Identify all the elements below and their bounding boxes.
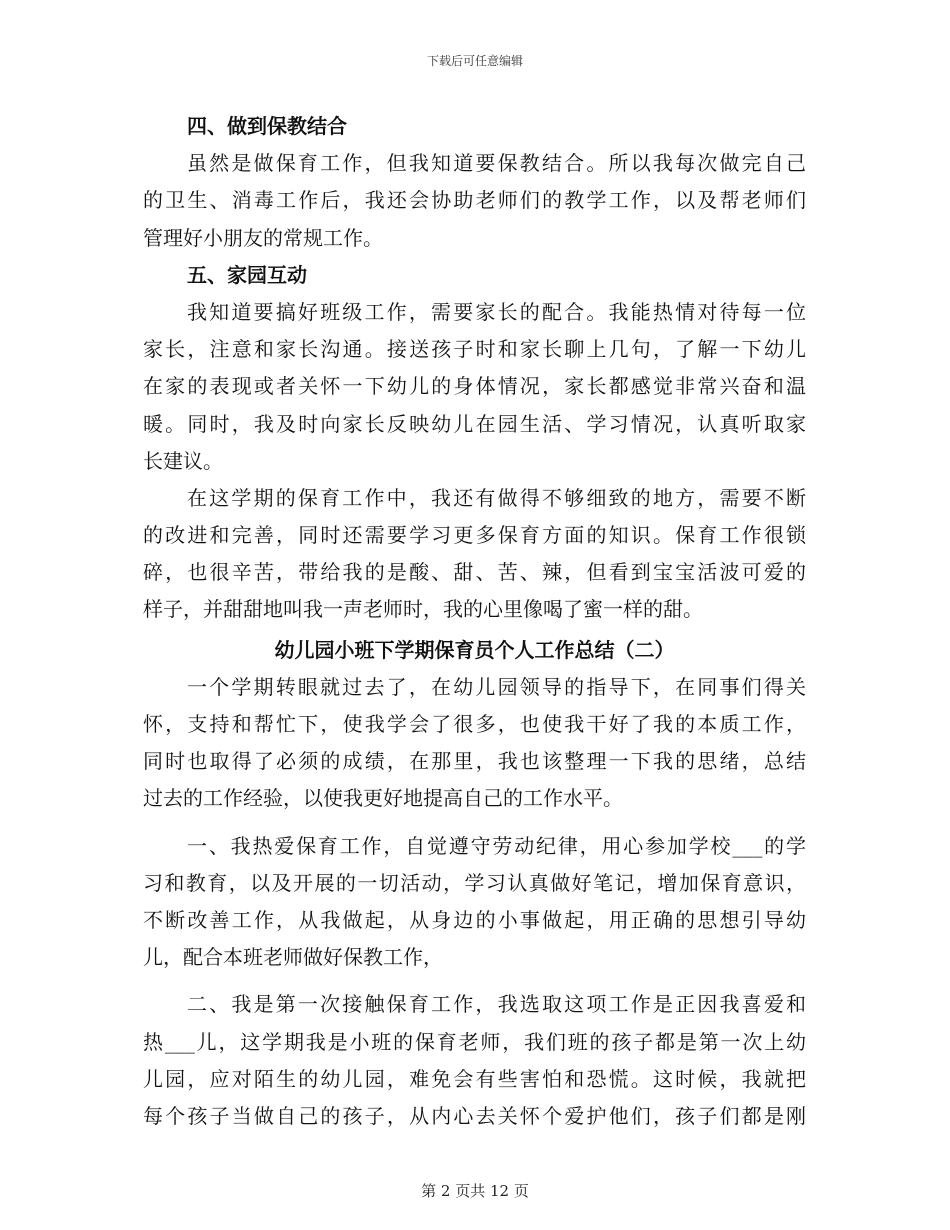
paragraph-line: 一、我热爱保育工作，自觉遵守劳动纪律，用心参加学校___的学 (187, 833, 806, 858)
page-number-footer: 第 2 页共 12 页 (421, 1182, 529, 1200)
paragraph-line: 怀，支持和帮忙下，使我学会了很多，也使我干好了我的本质工作， (143, 712, 806, 736)
paragraph-line: 家长，注意和家长沟通。接送孩子时和家长聊上几句，了解一下幼儿 (143, 337, 806, 362)
section-heading-4: 四、做到保教结合 (187, 114, 347, 138)
part-2-point-2-paragraph (143, 986, 806, 1135)
paragraph-spacer (143, 818, 806, 828)
paragraph-line: 习和教育，以及开展的一切活动，学习认真做好笔记，增加保育意识， (143, 870, 806, 895)
header-note: 下载后可任意编辑 (426, 54, 523, 68)
paragraph-line: 儿，配合本班老师做好保教工作， (143, 945, 443, 970)
section-5-paragraph (143, 294, 806, 480)
paragraph-line: 的卫生、消毒工作后，我还会协助老师们的教学工作，以及帮老师们 (143, 188, 806, 213)
section-4-paragraph (143, 145, 806, 257)
paragraph-line: 在这学期的保育工作中，我还有做得不够细致的地方，需要不断 (187, 485, 806, 510)
paragraph-line: 我知道要搞好班级工作，需要家长的配合。我能热情对待每一位 (187, 299, 806, 324)
paragraph-line: 儿园，应对陌生的幼儿园，难免会有些害怕和恐慌。这时候，我就把 (143, 1066, 806, 1091)
section-heading-5: 五、家园互动 (187, 262, 307, 287)
paragraph-line: 一个学期转眼就过去了，在幼儿园领导的指导下，在同事们得关 (187, 674, 806, 699)
paragraph-line: 热___儿，这学期我是小班的保育老师，我们班的孩子都是第一次上幼 (143, 1029, 806, 1054)
part-2-title: 幼儿园小班下学期保育员个人工作总结（二） (274, 637, 675, 662)
paragraph-line: 暖。同时，我及时向家长反映幼儿在园生活、学习情况，认真听取家 (143, 411, 806, 436)
paragraph-line: 的改进和完善，同时还需要学习更多保育方面的知识。保育工作很锁 (143, 523, 806, 548)
closing-paragraph (143, 480, 806, 629)
paragraph-line: 在家的表现或者关怀一下幼儿的身体情况，家长都感觉非常兴奋和温 (143, 374, 806, 399)
paragraph-line: 样子，并甜甜地叫我一声老师时，我的心里像喝了蜜一样的甜。 (143, 597, 703, 622)
paragraph-line: 同时也取得了必须的成绩，在那里，我也该整理一下我的思绪，总结 (143, 749, 806, 774)
document-body (143, 108, 806, 1135)
paragraph-line: 不断改善工作，从我做起，从身边的小事做起，用正确的思想引导幼 (143, 907, 806, 932)
paragraph-line: 长建议。 (143, 448, 223, 473)
paragraph-line: 虽然是做保育工作，但我知道要保教结合。所以我每次做完自己 (187, 151, 806, 176)
part-2-intro-paragraph (143, 669, 806, 818)
paragraph-spacer (143, 976, 806, 986)
paragraph-line: 管理好小朋友的常规工作。 (143, 225, 383, 250)
paragraph-line: 每个孩子当做自己的孩子，从内心去关怀个爱护他们，孩子们都是刚 (143, 1103, 806, 1128)
paragraph-line: 二、我是第一次接触保育工作，我选取这项工作是正因我喜爱和 (187, 992, 806, 1017)
paragraph-line: 碎，也很辛苦，带给我的是酸、甜、苦、辣，但看到宝宝活波可爱的 (143, 560, 806, 585)
part-2-point-1-paragraph (143, 828, 806, 977)
paragraph-line: 过去的工作经验，以使我更好地提高自己的工作水平。 (143, 786, 623, 811)
